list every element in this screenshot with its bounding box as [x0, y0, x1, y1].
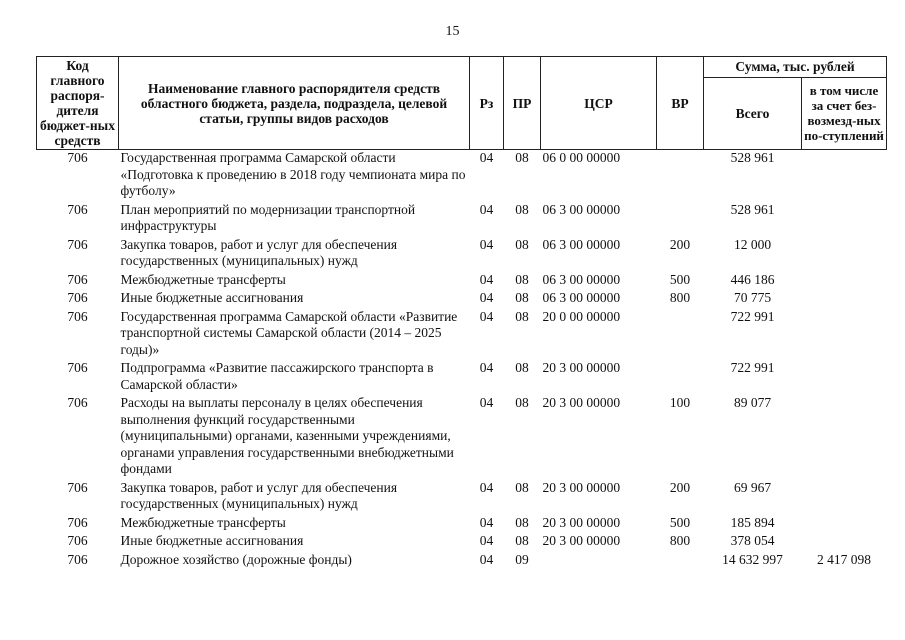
header-total: Всего — [704, 77, 802, 149]
row-vr: 800 — [669, 533, 691, 548]
row-total: 69 967 — [733, 479, 772, 495]
row-rz: 04 — [479, 271, 494, 287]
row-name: Подпрограмма «Развитие пассажирского транспорта в Самарской области» — [120, 360, 434, 392]
row-pr: 08 — [515, 533, 529, 548]
header-sum-group: Сумма, тыс. рублей — [704, 57, 887, 78]
row-vr: 100 — [669, 395, 691, 410]
header-csr: ЦСР — [541, 57, 657, 150]
row-pr: 08 — [515, 308, 529, 324]
table-row — [37, 550, 887, 569]
row-csr: 06 3 00 00000 — [542, 201, 621, 217]
row-name: Межбюджетные трансферты — [120, 514, 286, 530]
row-pr: 08 — [515, 395, 529, 410]
row-rz: 04 — [479, 201, 494, 217]
row-pr: 08 — [515, 360, 529, 375]
row-total: 378 054 — [730, 533, 775, 548]
header-pr: ПР — [504, 57, 541, 150]
row-csr: 06 3 00 00000 — [542, 290, 621, 305]
row-csr: 06 3 00 00000 — [542, 236, 621, 252]
row-total: 89 077 — [733, 395, 772, 410]
row-name: Государственная программа Самарской области «Подготовка к проведению в 2018 году чемпионата мира по футболу» — [120, 150, 466, 198]
row-rz: 04 — [479, 514, 494, 530]
row-vr — [657, 550, 704, 569]
row-total: 12 000 — [733, 236, 772, 252]
row-code: 706 — [67, 551, 88, 567]
row-pr: 08 — [515, 479, 529, 495]
row-rz: 04 — [479, 395, 494, 410]
row-total: 722 991 — [730, 360, 775, 375]
table-row — [37, 358, 887, 393]
row-pr: 08 — [515, 150, 529, 165]
row-csr: 06 0 00 00000 — [542, 150, 621, 165]
table-body — [37, 150, 887, 569]
row-rz: 04 — [479, 290, 494, 305]
row-code: 706 — [67, 395, 88, 410]
row-code: 706 — [67, 514, 88, 530]
row-code: 706 — [67, 290, 88, 305]
row-name: План мероприятий по модернизации транспортной инфраструктуры — [120, 201, 416, 233]
row-csr: 20 3 00 00000 — [542, 514, 621, 530]
row-rz: 04 — [479, 308, 494, 324]
row-vr — [657, 307, 704, 359]
row-name: Дорожное хозяйство (дорожные фонды) — [120, 551, 352, 567]
row-vr: 800 — [669, 290, 691, 305]
row-csr: 20 3 00 00000 — [542, 360, 621, 375]
table-row — [37, 150, 887, 200]
row-total: 14 632 997 — [722, 551, 783, 567]
header-rz: Рз — [470, 57, 504, 150]
row-name: Расходы на выплаты персоналу в целях обеспечения выполнения функций государственными (муниципальными) органами, казенными учреждениями, органами управления государственными внебюджетными фондами — [120, 395, 454, 476]
row-pr: 08 — [515, 201, 529, 217]
table-row — [37, 513, 887, 532]
header-code: Код главного распоря-дителя бюджет-ных средств — [37, 57, 119, 150]
row-vr: 200 — [669, 236, 691, 252]
row-free — [802, 288, 887, 307]
row-total: 528 961 — [730, 150, 775, 165]
row-pr: 08 — [515, 514, 529, 530]
row-pr: 08 — [515, 236, 529, 252]
row-csr: 20 3 00 00000 — [542, 533, 621, 548]
row-free — [802, 235, 887, 270]
header-vr: ВР — [657, 57, 704, 150]
row-free — [802, 531, 887, 550]
row-rz: 04 — [479, 479, 494, 495]
row-total: 70 775 — [733, 290, 772, 305]
row-csr: 20 3 00 00000 — [542, 479, 621, 495]
row-free — [802, 307, 887, 359]
row-vr: 500 — [669, 514, 691, 530]
row-pr: 08 — [515, 290, 529, 305]
row-code: 706 — [67, 236, 88, 252]
row-total: 528 961 — [730, 201, 775, 217]
table-row — [37, 200, 887, 235]
row-free: 2 417 098 — [817, 551, 871, 567]
table-row — [37, 478, 887, 513]
row-vr — [657, 200, 704, 235]
row-code: 706 — [67, 271, 88, 287]
row-name: Иные бюджетные ассигнования — [120, 290, 304, 305]
row-csr: 20 3 00 00000 — [542, 395, 621, 410]
row-csr: 20 0 00 00000 — [542, 308, 621, 324]
row-rz: 04 — [479, 150, 494, 165]
table-header — [37, 57, 887, 150]
row-rz: 04 — [479, 533, 494, 548]
row-code: 706 — [67, 150, 88, 165]
row-code: 706 — [67, 479, 88, 495]
table-row — [37, 270, 887, 289]
row-free — [802, 393, 887, 478]
row-pr: 08 — [515, 271, 529, 287]
page-number: 15 — [445, 24, 460, 39]
row-name: Закупка товаров, работ и услуг для обеспечения государственных (муниципальных) нужд — [120, 479, 398, 511]
row-code: 706 — [67, 360, 88, 375]
row-free — [802, 478, 887, 513]
row-name: Закупка товаров, работ и услуг для обеспечения государственных (муниципальных) нужд — [120, 236, 398, 268]
row-free — [802, 513, 887, 532]
row-code: 706 — [67, 533, 88, 548]
row-vr: 500 — [669, 271, 691, 287]
row-name: Государственная программа Самарской области «Развитие транспортной системы Самарской области (2014 – 2025 годы)» — [120, 308, 458, 357]
table-row — [37, 393, 887, 478]
row-vr — [657, 358, 704, 393]
row-name: Иные бюджетные ассигнования — [120, 533, 304, 548]
row-code: 706 — [67, 201, 88, 217]
row-code: 706 — [67, 308, 88, 324]
row-total: 185 894 — [730, 514, 775, 530]
row-csr — [541, 550, 657, 569]
row-name: Межбюджетные трансферты — [120, 271, 286, 287]
row-rz: 04 — [479, 551, 494, 567]
row-rz: 04 — [479, 360, 494, 375]
row-free — [802, 358, 887, 393]
table-row — [37, 235, 887, 270]
row-csr: 06 3 00 00000 — [542, 271, 621, 287]
table-row — [37, 531, 887, 550]
table-row — [37, 307, 887, 359]
row-vr — [657, 150, 704, 200]
header-free: в том числе за счет без-возмезд-ных по-ступлений — [802, 77, 887, 149]
row-free — [802, 270, 887, 289]
row-total: 722 991 — [730, 308, 775, 324]
row-free — [802, 200, 887, 235]
header-name: Наименование главного распорядителя средств областного бюджета, раздела, подраздела, целевой статьи, группы видов расходов — [119, 57, 470, 150]
row-total: 446 186 — [730, 271, 775, 287]
budget-table — [36, 56, 887, 568]
row-rz: 04 — [479, 236, 494, 252]
row-pr: 09 — [515, 551, 529, 567]
row-vr: 200 — [669, 479, 691, 495]
row-free — [802, 150, 887, 200]
table-row — [37, 288, 887, 307]
